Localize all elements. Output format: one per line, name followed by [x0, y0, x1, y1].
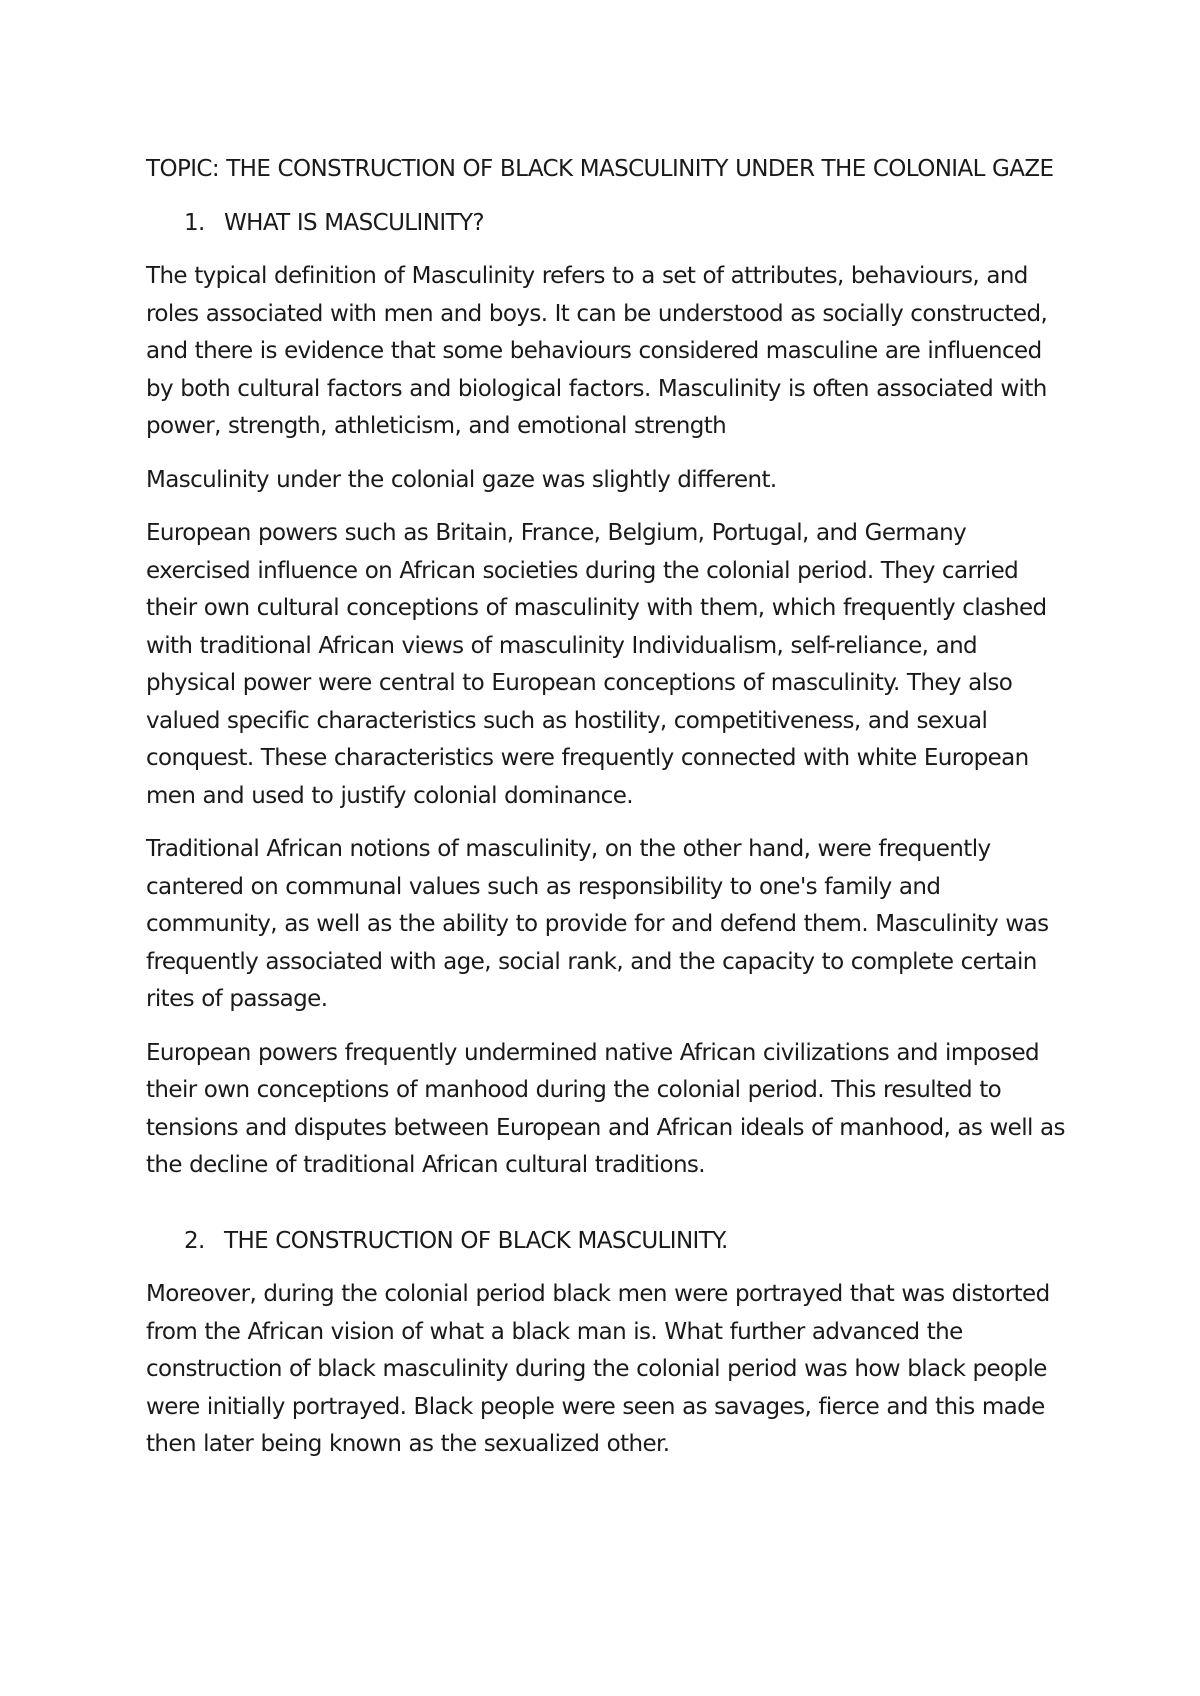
- section-1-heading: [146, 205, 1068, 243]
- paragraph: Moreover, during the colonial period black men were portrayed that was distorted from the African vision of what a black man is. What further advanced the construction of black masculinity during the colonial period was how black people were initially portrayed. Black people were seen as savages, fierce and this made then later being known as the sexualized other.: [146, 1281, 1050, 1457]
- paragraph: Masculinity under the colonial gaze was slightly different.: [146, 466, 777, 493]
- section-2-number: 2.: [184, 1227, 205, 1254]
- section-2-heading-text: THE CONSTRUCTION OF BLACK MASCULINITY.: [224, 1227, 728, 1254]
- section-1-heading-text: WHAT IS MASCULINITY?: [224, 209, 485, 236]
- section-2-heading: [146, 1223, 1068, 1261]
- paragraph: The typical definition of Masculinity refers to a set of attributes, behaviours, and roles associated with men and boys. It can be understood as socially constructed, and there is evidence that some behaviours considered masculine are influenced by both cultural factors and biological factors. Masculinity is often associated with power, strength, athleticism, and emotional strength: [146, 263, 1048, 439]
- document-title: TOPIC: THE CONSTRUCTION OF BLACK MASCULINITY UNDER THE COLONIAL GAZE: [146, 156, 1054, 182]
- paragraph: European powers frequently undermined native African civilizations and imposed their own conceptions of manhood during the colonial period. This resulted to tensions and disputes between European and African ideals of manhood, as well as the decline of traditional African cultural traditions.: [146, 1039, 1065, 1178]
- paragraph: European powers such as Britain, France, Belgium, Portugal, and Germany exercised influence on African societies during the colonial period. They carried their own cultural conceptions of masculinity with them, which frequently clashed with traditional African views of masculinity Individualism, self-reliance, and physical power were central to European conceptions of masculinity. They also valued specific characteristics such as hostility, competitiveness, and sexual conquest. These characteristics were frequently connected with white European men and used to justify colonial dominance.: [146, 520, 1047, 809]
- paragraph: Traditional African notions of masculinity, on the other hand, were frequently cantered on communal values such as responsibility to one's family and community, as well as the ability to provide for and defend them. Masculinity was frequently associated with age, social rank, and the capacity to complete certain rites of passage.: [146, 836, 1049, 1012]
- section-1-number: 1.: [184, 209, 205, 236]
- document-body: [146, 151, 1068, 1480]
